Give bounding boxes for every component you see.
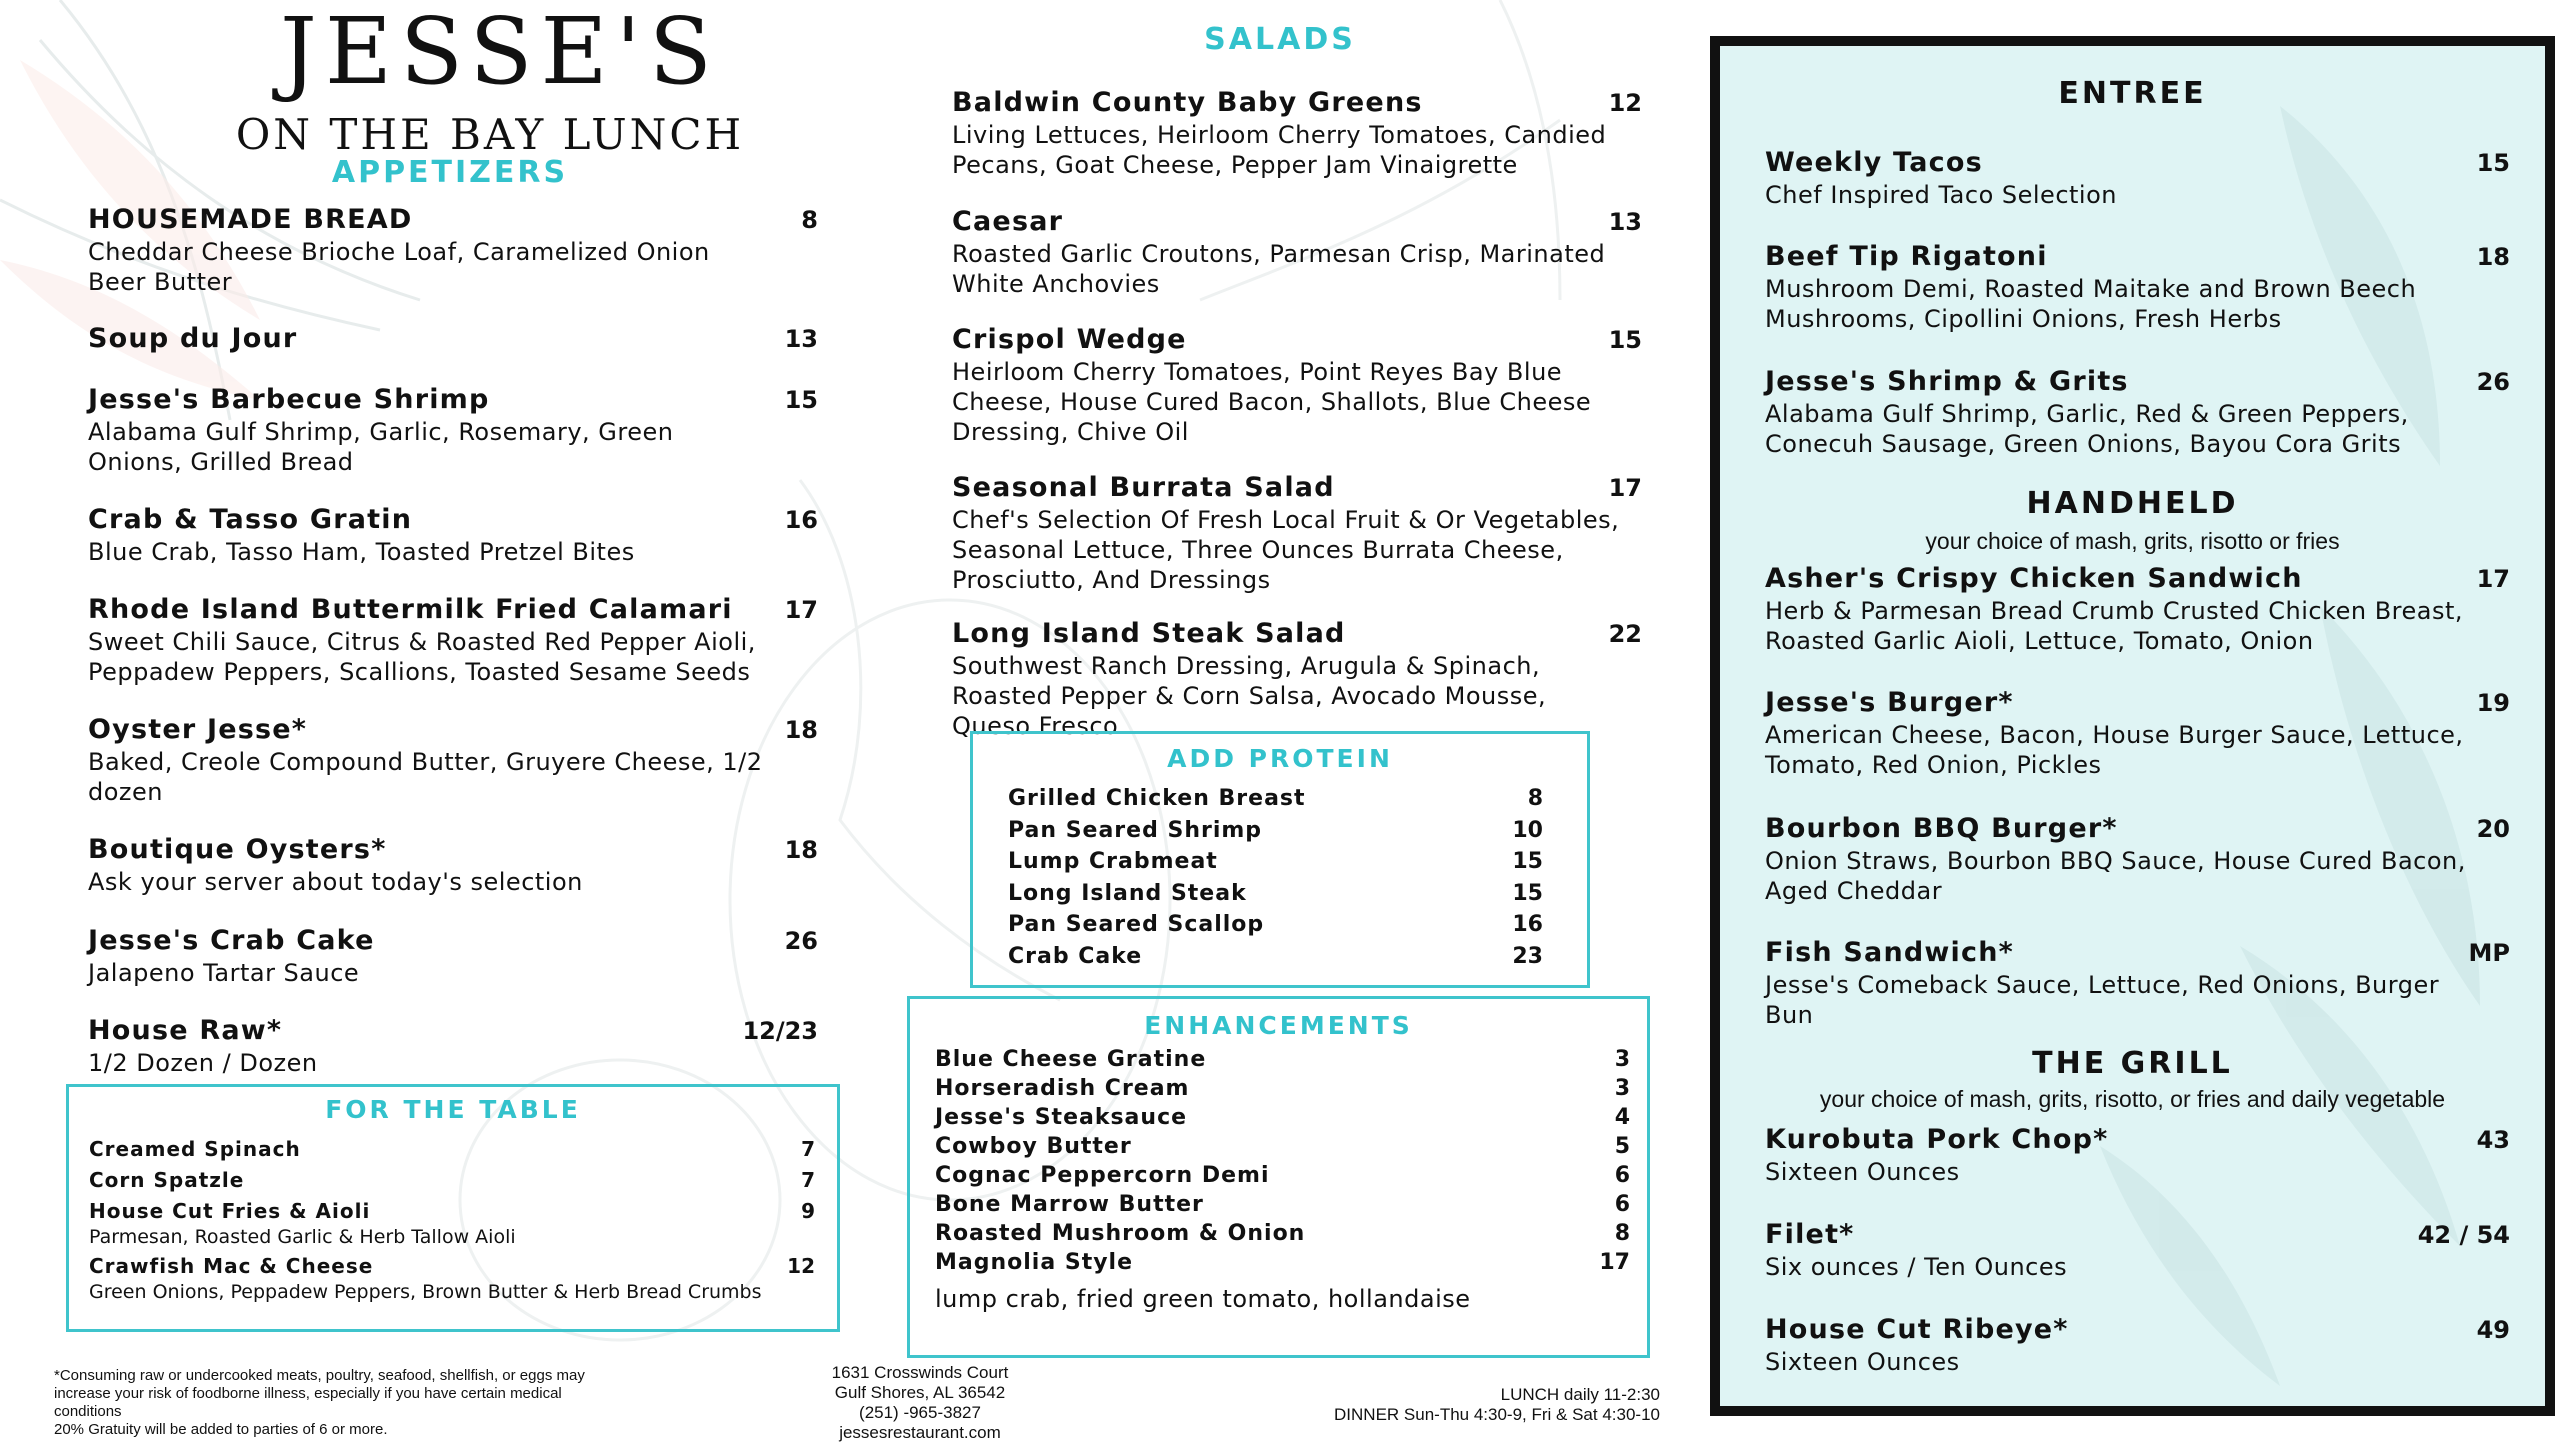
appetizers-title: APPETIZERS (331, 155, 569, 190)
add-protein-box (970, 731, 1590, 988)
item-price: 43 (2476, 1126, 2510, 1154)
list-item-price: 7 (801, 1137, 815, 1161)
menu-item (88, 833, 818, 897)
address-line1: 1631 Crosswinds Court (831, 1363, 1009, 1382)
menu-item (952, 323, 1642, 447)
item-price: 26 (2476, 368, 2510, 396)
list-item: Pan Seared Shrimp (1008, 817, 1263, 843)
list-item-price: 23 (1512, 943, 1543, 969)
item-price: MP (2468, 939, 2510, 967)
item-description: Living Lettuces, Heirloom Cherry Tomatoes, Candied Pecans, Goat Cheese, Pepper Jam Vinaigrette (952, 121, 1607, 179)
menu-item (88, 322, 818, 356)
menu-item (88, 383, 818, 477)
item-name: Boutique Oysters* (88, 834, 387, 865)
entree-panel (1710, 36, 2555, 1416)
for-the-table-title: FOR THE TABLE (325, 1095, 581, 1124)
item-description: Sixteen Ounces (1765, 1158, 1960, 1186)
item-description: Sixteen Ounces (1765, 1348, 1960, 1376)
menu-item (952, 86, 1642, 180)
salads-title: SALADS (1204, 22, 1356, 57)
list-item-price: 8 (1614, 1221, 1630, 1246)
gratuity-note: 20% Gratuity will be added to parties of 6 or more. (54, 1421, 388, 1438)
item-description: Sweet Chili Sauce, Citrus & Roasted Red Pepper Aioli, Peppadew Peppers, Scallions, Toasted Sesame Seeds (88, 628, 756, 686)
menu-item (1765, 812, 2510, 906)
item-name: Asher's Crispy Chicken Sandwich (1765, 563, 2303, 594)
hours-block (1160, 1385, 1660, 1425)
item-name: Kurobuta Pork Chop* (1765, 1124, 2109, 1155)
dinner-hours: DINNER Sun-Thu 4:30-9, Fri & Sat 4:30-10 (1334, 1405, 1660, 1424)
disclaimer (54, 1367, 594, 1439)
item-name: Bourbon BBQ Burger* (1765, 813, 2118, 844)
add-protein-title: ADD PROTEIN (1167, 744, 1393, 773)
list-item-description: Parmesan, Roasted Garlic & Herb Tallow Aioli (89, 1226, 516, 1248)
item-name: Baldwin County Baby Greens (952, 87, 1423, 118)
disclaimer-text: *Consuming raw or undercooked meats, poultry, seafood, shellfish, or eggs may increase your risk of foodborne illness, especially if you have certain medical conditions (54, 1367, 585, 1420)
menu-item (1765, 936, 2510, 1030)
menu-item (1765, 686, 2510, 780)
handheld-subtitle: your choice of mash, grits, risotto or fries (1925, 528, 2340, 554)
enhancements-title: ENHANCEMENTS (1144, 1011, 1413, 1040)
list-item: Crawfish Mac & Cheese (89, 1254, 374, 1278)
item-price: 13 (784, 325, 818, 353)
item-description: Alabama Gulf Shrimp, Garlic, Rosemary, Green Onions, Grilled Bread (88, 418, 674, 476)
menu-item (1765, 146, 2510, 210)
item-name: Long Island Steak Salad (952, 618, 1346, 649)
list-item-price: 10 (1512, 817, 1543, 843)
list-item-price: 16 (1512, 912, 1543, 937)
item-description: Blue Crab, Tasso Ham, Toasted Pretzel Bites (88, 538, 635, 566)
item-price: 18 (784, 716, 818, 744)
list-item-price: 15 (1512, 880, 1543, 906)
item-price: 12/23 (742, 1017, 818, 1045)
list-item-price: 7 (801, 1168, 815, 1192)
list-item-price: 17 (1599, 1250, 1630, 1275)
list-item: Long Island Steak (1008, 880, 1247, 906)
entree-title: ENTREE (2058, 76, 2207, 111)
item-description: Jesse's Comeback Sauce, Lettuce, Red Onions, Burger Bun (1765, 971, 2440, 1029)
list-item: Jesse's Steaksauce (935, 1105, 1188, 1130)
item-price: 42 / 54 (2417, 1221, 2510, 1249)
item-price: 16 (784, 506, 818, 534)
list-item-price: 15 (1512, 849, 1543, 874)
menu-item (1765, 562, 2510, 656)
menu-item (1765, 1218, 2510, 1282)
item-price: 17 (784, 596, 818, 624)
list-item: House Cut Fries & Aioli (89, 1199, 371, 1223)
menu-item (88, 1014, 818, 1078)
item-name: Jesse's Crab Cake (88, 925, 375, 956)
list-item: Pan Seared Scallop (1008, 912, 1265, 937)
item-description: 1/2 Dozen / Dozen (88, 1049, 318, 1077)
item-name: Jesse's Barbecue Shrimp (88, 384, 490, 415)
magnolia-note: lump crab, fried green tomato, hollandaise (935, 1285, 1471, 1313)
list-item-price: 3 (1614, 1047, 1630, 1072)
list-item-price: 8 (1527, 786, 1543, 811)
item-description: American Cheese, Bacon, House Burger Sauce, Lettuce, Tomato, Red Onion, Pickles (1765, 721, 2464, 779)
item-name: Oyster Jesse* (88, 714, 308, 745)
list-item: Blue Cheese Gratine (935, 1047, 1207, 1072)
list-item: Magnolia Style (935, 1250, 1134, 1275)
item-price: 20 (2476, 815, 2510, 843)
item-description: Roasted Garlic Croutons, Parmesan Crisp, Marinated White Anchovies (952, 240, 1606, 298)
list-item: Grilled Chicken Breast (1008, 786, 1306, 811)
item-name: Seasonal Burrata Salad (952, 472, 1335, 503)
list-item-price: 3 (1614, 1076, 1630, 1101)
menu-item (88, 713, 818, 807)
item-description: Six ounces / Ten Ounces (1765, 1253, 2068, 1281)
item-price: 17 (2476, 565, 2510, 593)
list-item-price: 9 (801, 1199, 815, 1223)
item-description: Cheddar Cheese Brioche Loaf, Caramelized Onion Beer Butter (88, 238, 710, 296)
item-name: House Cut Ribeye* (1765, 1314, 2069, 1345)
item-description: Chef's Selection Of Fresh Local Fruit & Or Vegetables, Seasonal Lettuce, Three Ounces Burrata Cheese, Prosciutto, And Dressings (952, 506, 1620, 594)
item-description: Onion Straws, Bourbon BBQ Sauce, House Cured Bacon, Aged Cheddar (1765, 847, 2466, 905)
grill-subtitle: your choice of mash, grits, risotto, or fries and daily vegetable (1819, 1086, 2446, 1112)
list-item: Roasted Mushroom & Onion (935, 1221, 1306, 1246)
menu-item (1765, 365, 2510, 459)
list-item: Lump Crabmeat (1008, 849, 1218, 874)
item-name: Rhode Island Buttermilk Fried Calamari (88, 594, 733, 625)
list-item-price: 4 (1614, 1105, 1630, 1130)
item-description: Mushroom Demi, Roasted Maitake and Brown Beech Mushrooms, Cipollini Onions, Fresh Herbs (1765, 275, 2417, 333)
item-price: 13 (1608, 208, 1642, 236)
item-price: 19 (2476, 689, 2510, 717)
item-description: Jalapeno Tartar Sauce (88, 959, 360, 987)
restaurant-name: JESSE'S (280, 0, 720, 105)
item-price: 49 (2476, 1316, 2510, 1344)
item-price: 17 (1608, 474, 1642, 502)
item-price: 26 (784, 927, 818, 955)
item-description: Heirloom Cherry Tomatoes, Point Reyes Bay Blue Cheese, House Cured Bacon, Shallots, Blue Cheese Dressing, Chive Oil (952, 358, 1592, 446)
lunch-hours: LUNCH daily 11-2:30 (1500, 1385, 1660, 1404)
list-item-price: 6 (1614, 1163, 1630, 1188)
menu-item (952, 205, 1642, 299)
handheld-title: HANDHELD (2026, 486, 2239, 521)
item-name: Crispol Wedge (952, 324, 1187, 355)
grill-title: THE GRILL (2032, 1046, 2233, 1081)
list-item: Horseradish Cream (935, 1076, 1190, 1101)
menu-subtitle: ON THE BAY LUNCH (235, 110, 745, 159)
item-name: Jesse's Shrimp & Grits (1765, 366, 2129, 397)
list-item: Bone Marrow Butter (935, 1192, 1204, 1217)
list-item-price: 12 (787, 1254, 815, 1278)
list-item-price: 5 (1614, 1134, 1630, 1159)
menu-item (952, 471, 1642, 595)
list-item: Cognac Peppercorn Demi (935, 1163, 1270, 1188)
list-item-description: Green Onions, Peppadew Peppers, Brown Butter & Herb Bread Crumbs (89, 1281, 762, 1303)
menu-item (88, 924, 818, 988)
list-item: Corn Spatzle (89, 1168, 245, 1192)
item-name: Filet* (1765, 1219, 1855, 1250)
item-name: HOUSEMADE BREAD (88, 204, 413, 235)
item-description: Alabama Gulf Shrimp, Garlic, Red & Green Peppers, Conecuh Sausage, Green Onions, Bayou Cora Grits (1765, 400, 2409, 458)
item-description: Southwest Ranch Dressing, Arugula & Spinach, Roasted Pepper & Corn Salsa, Avocado Mousse, Queso Fresco (952, 652, 1547, 740)
list-item-price: 6 (1614, 1192, 1630, 1217)
menu-item (88, 203, 818, 297)
menu-item (88, 593, 818, 687)
item-price: 18 (784, 836, 818, 864)
menu-item (952, 617, 1642, 741)
item-price: 8 (801, 206, 818, 234)
list-item: Creamed Spinach (89, 1137, 301, 1161)
item-price: 22 (1608, 620, 1642, 648)
menu-item (1765, 1123, 2510, 1187)
item-description: Ask your server about today's selection (88, 868, 583, 896)
website[interactable]: jessesrestaurant.com (839, 1423, 1001, 1442)
item-description: Baked, Creole Compound Butter, Gruyere Cheese, 1/2 dozen (88, 748, 763, 806)
item-name: Weekly Tacos (1765, 147, 1983, 178)
item-name: Soup du Jour (88, 323, 298, 354)
list-item: Crab Cake (1008, 943, 1143, 969)
address-block (700, 1363, 1140, 1443)
item-price: 15 (2476, 149, 2510, 177)
address-line2: Gulf Shores, AL 36542 (834, 1383, 1006, 1402)
item-name: Fish Sandwich* (1765, 937, 2014, 968)
item-name: Crab & Tasso Gratin (88, 504, 413, 535)
item-name: House Raw* (88, 1015, 283, 1046)
for-the-table-box (66, 1084, 840, 1332)
enhancements-box (907, 996, 1650, 1358)
item-description: Herb & Parmesan Bread Crumb Crusted Chicken Breast, Roasted Garlic Aioli, Lettuce, Tomato, Onion (1765, 597, 2464, 655)
item-price: 18 (2476, 243, 2510, 271)
item-price: 15 (1608, 326, 1642, 354)
list-item: Cowboy Butter (935, 1134, 1132, 1159)
item-name: Caesar (952, 206, 1064, 237)
menu-item (1765, 240, 2510, 334)
menu-item (88, 503, 818, 567)
item-name: Jesse's Burger* (1765, 687, 2014, 718)
item-description: Chef Inspired Taco Selection (1765, 181, 2117, 209)
item-name: Beef Tip Rigatoni (1765, 241, 2048, 272)
phone-number: (251) -965-3827 (859, 1403, 981, 1422)
menu-item (1765, 1313, 2510, 1377)
item-price: 12 (1608, 89, 1642, 117)
item-price: 15 (784, 386, 818, 414)
